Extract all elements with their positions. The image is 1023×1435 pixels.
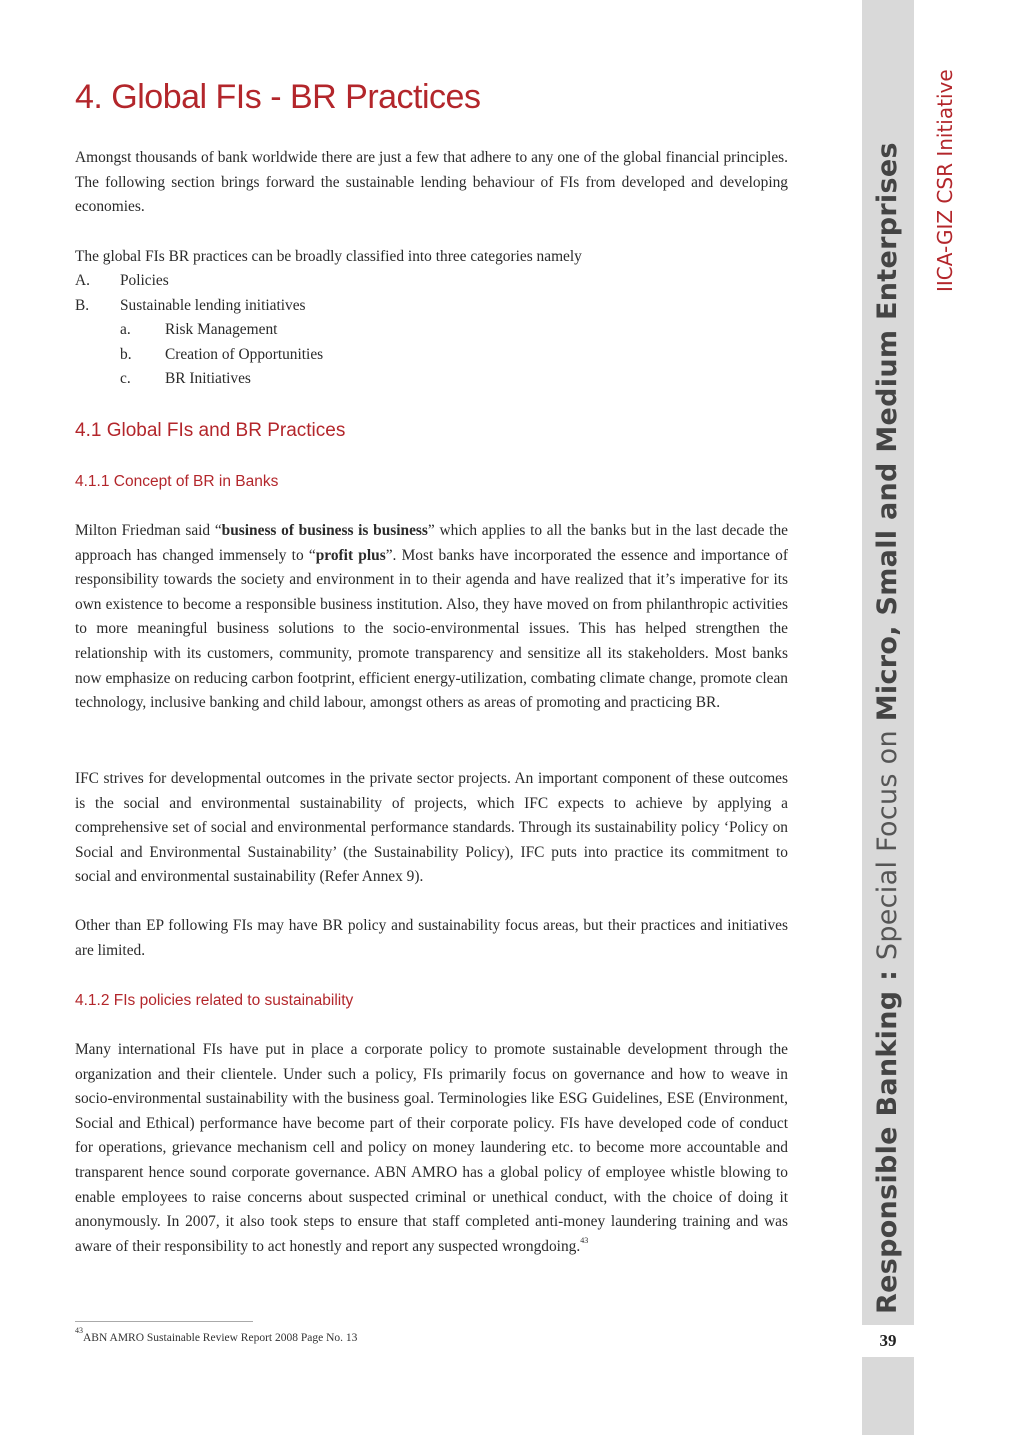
friedman-paragraph: Milton Friedman said “business of business is business” which applies to all the banks but in the last decade the approach has changed immensely to “profit plus”. Most banks have incorporated the essence and importance of responsibility towards the society and environment in to their agenda and have realized that it’s imperative for its own existence to become a responsible business institution. Also, they have moved on from philanthropic activities to more meaningful business solutions to the socio-environmental issues. This has helped strengthen the relationship with its customers, community, promote transparency and sensitize all its stakeholders. Most banks now emphasize on reducing carbon footprint, efficient energy-utilization, combating climate change, promote clean technology, inclusive banking and child labour, amongst others as areas of promoting and practicing BR.: [75, 522, 788, 712]
list-item: a. Risk Management: [120, 321, 278, 339]
section-heading-4-1: 4.1 Global FIs and BR Practices: [75, 420, 346, 441]
list-item: A. Policies: [75, 272, 169, 289]
section-heading-4-1-1: 4.1.1 Concept of BR in Banks: [75, 473, 279, 490]
intro-paragraph: Amongst thousands of bank worldwide there are just a few that adhere to any one of the global financial principles. The following section brings forward the sustainable lending behaviour of FIs from developed and developing economies.: [75, 149, 788, 216]
side-label: IICA-GIZ CSR Initiative: [933, 69, 957, 292]
page-number: 39: [862, 1325, 914, 1357]
categories-intro: The global FIs BR practices can be broadly classified into three categories namely: [75, 248, 582, 265]
list-item: B. Sustainable lending initiatives: [75, 296, 306, 314]
list-item: c. BR Initiatives: [120, 370, 251, 388]
other-paragraph: Other than EP following FIs may have BR policy and sustainability focus areas, but their practices and initiatives are limited.: [75, 917, 788, 959]
footnote-divider: [75, 1321, 253, 1322]
policies-paragraph: Many international FIs have put in place a corporate policy to promote sustainable development through the organization and their clientele. Under such a policy, FIs primarily focus on governance and how to weave in socio-environmental sustainability with the business goal. Terminologies like ESG Guidelines, ESE (Environment, Social and Ethical) performance have become part of their corporate policy. FIs have developed code of conduct for operations, grievance mechanism cell and policy on money laundering etc. to become more accountable and transparent hence sound corporate governance. ABN AMRO has a global policy of employee whistle blowing to enable employees to raise concerns about suspected criminal or unethical conduct, with the choice of doing it anonymously. In 2007, it also took steps to ensure that staff completed anti-money laundering training and was aware of their responsibility to act honestly and report any suspected wrongdoing.$^{43}$: [75, 1041, 788, 1255]
ifc-paragraph: IFC strives for developmental outcomes in the private sector projects. An important component of these outcomes is the social and environmental sustainability of projects, which IFC expects to achieve by applying a comprehensive set of social and environmental performance standards. Through its sustainability policy ‘Policy on Social and Environmental Sustainability’ (the Sustainability Policy), IFC puts into practice its commitment to social and environmental sustainability (Refer Annex 9).: [75, 770, 788, 886]
section-heading-4-1-2: 4.1.2 FIs policies related to sustainability: [75, 992, 354, 1009]
footnote: $^{43}$ABN AMRO Sustainable Review Report 2008 Page No. 13: [75, 1326, 358, 1344]
band-title: Responsible Banking : Special Focus on Micro, Small and Medium Enterprises: [872, 142, 903, 1314]
page-title: 4. Global FIs - BR Practices: [75, 78, 481, 116]
categories-list: [75, 269, 323, 392]
footnote-reference: 43: [580, 1235, 589, 1245]
list-item: b. Creation of Opportunities: [120, 345, 324, 363]
